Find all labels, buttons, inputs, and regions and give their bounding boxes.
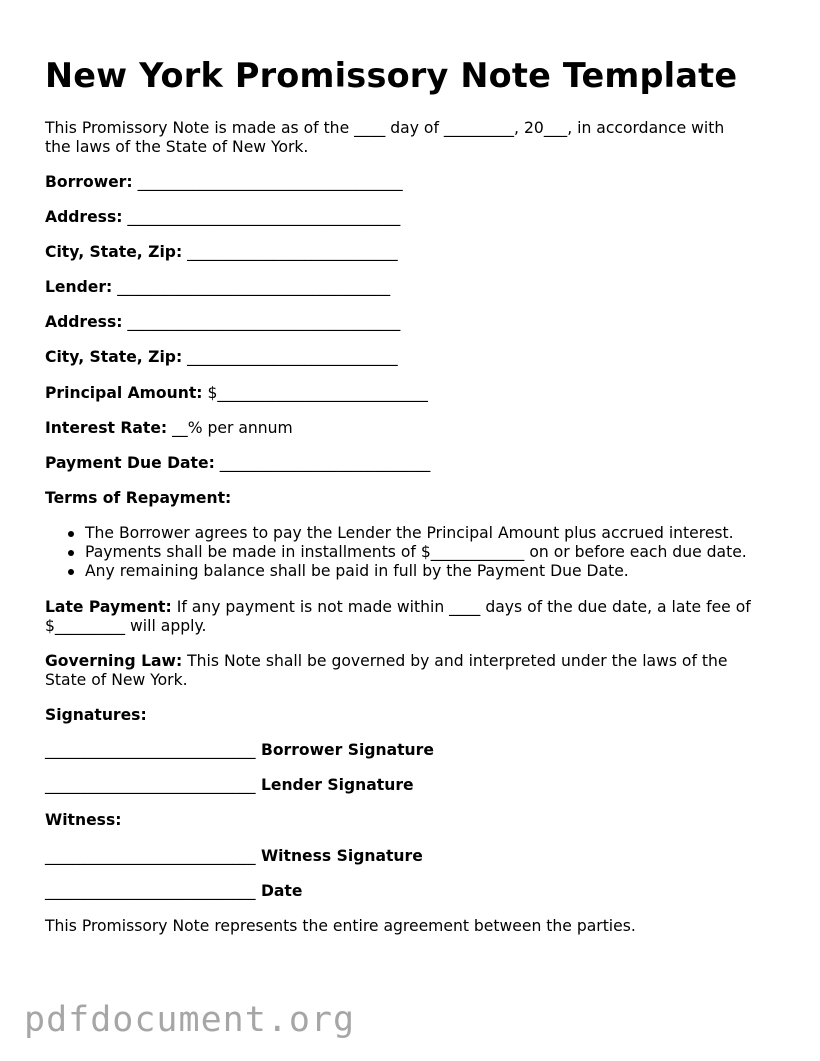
borrower-city-blank[interactable]: ___________________________: [182, 243, 398, 261]
principal-amount-field: [45, 384, 428, 403]
lender-address-field: [45, 313, 400, 332]
borrower-address-blank[interactable]: ___________________________________: [122, 208, 401, 226]
payment-due-date-field: [45, 454, 430, 473]
payment-due-date-label: Payment Due Date:: [45, 454, 215, 472]
borrower-address-label: Address:: [45, 208, 123, 226]
lender-city-blank[interactable]: ___________________________: [182, 348, 398, 366]
lender-signature-label: Lender Signature: [255, 776, 414, 794]
intro-paragraph: [45, 119, 785, 157]
intro-line-1: This Promissory Note is made as of the ____ day of _________, 20___, in accordance with: [45, 119, 725, 137]
witness-date-blank[interactable]: ___________________________: [45, 882, 256, 900]
payment-due-date-blank[interactable]: ___________________________: [214, 454, 431, 472]
watermark: pdfdocument.org: [24, 1000, 356, 1040]
principal-amount-label: Principal Amount:: [45, 384, 203, 402]
list-item: The Borrower agrees to pay the Lender the Principal Amount plus accrued interest.: [45, 524, 747, 543]
witness-signature-line: [45, 847, 423, 866]
borrower-address-field: [45, 208, 400, 227]
borrower-signature-blank[interactable]: ___________________________: [45, 741, 256, 759]
late-payment-text-2: $_________ will apply.: [45, 617, 207, 635]
lender-city-label: City, State, Zip:: [45, 348, 183, 366]
intro-line-2: the laws of the State of New York.: [45, 138, 309, 156]
lender-address-blank[interactable]: ___________________________________: [122, 313, 401, 331]
signatures-heading: Signatures:: [45, 706, 147, 724]
borrower-label: Borrower:: [45, 173, 133, 191]
governing-law-text-1: This Note shall be governed by and interpreted under the laws of the: [182, 652, 728, 670]
borrower-signature-label: Borrower Signature: [255, 741, 434, 759]
witness-signature-blank[interactable]: ___________________________: [45, 847, 256, 865]
list-item: Any remaining balance shall be paid in full by the Payment Due Date.: [45, 562, 747, 581]
interest-rate-field: [45, 419, 293, 438]
terms-heading: Terms of Repayment:: [45, 489, 232, 507]
interest-rate-label: Interest Rate:: [45, 419, 168, 437]
lender-city-field: [45, 348, 398, 367]
closing-statement: This Promissory Note represents the entire agreement between the parties.: [45, 917, 636, 935]
witness-signature-label: Witness Signature: [255, 847, 423, 865]
borrower-city-label: City, State, Zip:: [45, 243, 183, 261]
lender-signature-line: [45, 776, 414, 795]
late-payment-label: Late Payment:: [45, 598, 172, 616]
witness-date-line: [45, 882, 302, 901]
lender-label: Lender:: [45, 278, 113, 296]
lender-blank[interactable]: ___________________________________: [112, 278, 391, 296]
late-payment-text-1: If any payment is not made within ____ days of the due date, a late fee of: [171, 598, 751, 616]
governing-law-label: Governing Law:: [45, 652, 183, 670]
lender-address-label: Address:: [45, 313, 123, 331]
terms-list: [45, 524, 747, 581]
principal-amount-blank[interactable]: $___________________________: [202, 384, 428, 402]
borrower-blank[interactable]: __________________________________: [132, 173, 403, 191]
witness-date-label: Date: [255, 882, 303, 900]
late-payment-paragraph: [45, 598, 785, 636]
lender-field: [45, 278, 390, 297]
lender-signature-blank[interactable]: ___________________________: [45, 776, 256, 794]
page-title: New York Promissory Note Template: [45, 56, 738, 95]
governing-law-text-2: State of New York.: [45, 671, 188, 689]
witness-heading: Witness:: [45, 811, 122, 829]
interest-rate-blank[interactable]: __% per annum: [167, 419, 293, 437]
borrower-city-field: [45, 243, 398, 262]
list-item: Payments shall be made in installments of $____________ on or before each due date.: [45, 543, 747, 562]
borrower-signature-line: [45, 741, 434, 760]
borrower-field: [45, 173, 403, 192]
governing-law-paragraph: [45, 652, 785, 690]
